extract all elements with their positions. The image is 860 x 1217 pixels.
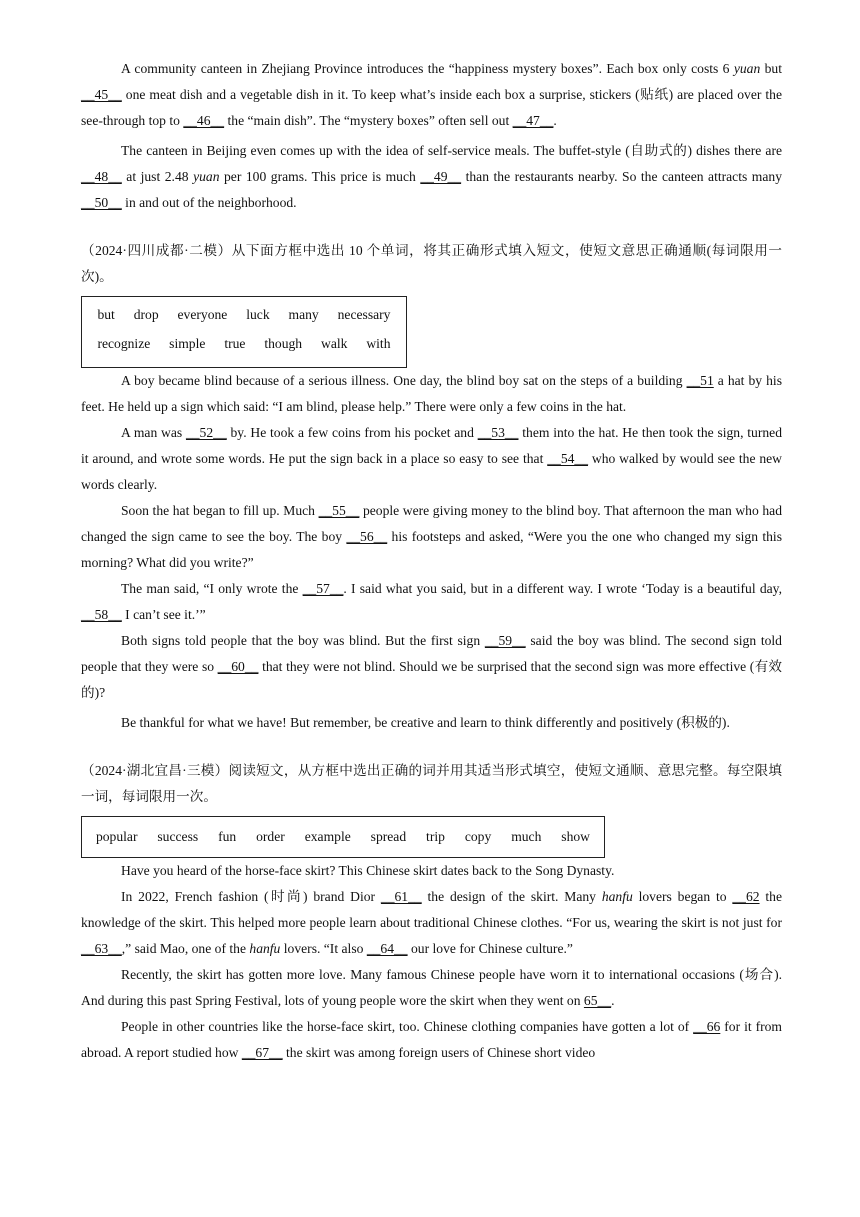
word-example: example <box>304 829 351 844</box>
paragraph-blind-6: Be thankful for what we have! But remember, be creative and learn to think differently and positively (积极的). <box>121 715 730 730</box>
word-many: many <box>288 307 319 322</box>
paragraph-blind-2: A man was __52__ by. He took a few coins from his pocket and __53__ them into the hat. He then took the sign, turned it around, and wrote some words. He put the sign back in a place so easy to see that __54__ who walked by would see the new words clearly. <box>81 425 783 492</box>
word-much: much <box>511 829 542 844</box>
blank-64[interactable]: __64__ <box>366 941 408 956</box>
word-with: with <box>366 336 391 351</box>
paragraph-blind-4: The man said, “I only wrote the __57__. I said what you said, but in a different way. I wrote ‘Today is a beautiful day, __58__ I can’t see it.’” <box>81 581 782 622</box>
document-page <box>81 56 782 1066</box>
blank-49[interactable]: __49__ <box>420 169 462 184</box>
word-walk: walk <box>321 336 348 351</box>
word-spread: spread <box>370 829 407 844</box>
word-box-row-1 <box>82 300 406 329</box>
word-trip: trip <box>426 829 445 844</box>
blank-51[interactable]: __51 <box>686 373 714 388</box>
paragraph-canteen-2: The canteen in Beijing even comes up with the idea of self-service meals. The buffet-style (自助式的) dishes there are __48__ at just 2.48 yuan per 100 grams. This price is much __49__ than the restaurants nearby. So the canteen attracts many __50__ in and out of the neighborhood. <box>81 143 782 210</box>
blank-55[interactable]: __55__ <box>318 503 360 518</box>
section-heading-yichang: （2024·湖北宜昌·三模）阅读短文，从方框中选出正确的词并用其适当形式填空，使短文通顺、意思完整。每空限填一词，每词限用一次。 <box>81 763 782 804</box>
paragraph-skirt-1: Have you heard of the horse-face skirt? This Chinese skirt dates back to the Song Dynasty. <box>121 863 615 878</box>
paragraph-blind-3: Soon the hat began to fill up. Much __55__ people were giving money to the blind boy. That afternoon the man who had changed the sign came to see the boy. The boy __56__ his footsteps and asked, “Were you the one who changed my sign this morning? What did you write?” <box>81 503 782 570</box>
blank-65[interactable]: 65__ <box>583 993 612 1008</box>
section-heading-chengdu: （2024·四川成都·二模）从下面方框中选出 10 个单词，将其正确形式填入短文，使短文意思正确通顺(每词限用一次)。 <box>81 243 782 284</box>
blank-57[interactable]: __57__ <box>302 581 344 596</box>
word-but: but <box>97 307 115 322</box>
blank-48[interactable]: __48__ <box>81 169 122 184</box>
paragraph-skirt-4: People in other countries like the horse-face skirt, too. Chinese clothing companies have gotten a lot of __66 for it from abroad. A report studied how __67__ the skirt was among foreign users of Chinese short video <box>81 1019 782 1060</box>
blank-61[interactable]: __61__ <box>380 889 422 904</box>
word-everyone: everyone <box>177 307 228 322</box>
blank-47[interactable]: __47__ <box>512 113 554 128</box>
paragraph-skirt-2: In 2022, French fashion (时尚) brand Dior __61__ the design of the skirt. Many hanfu lovers began to __62 the knowledge of the skirt. This helped more people learn about traditional Chinese clothes. “For us, wearing the skirt is not just for __63__,” said Mao, one of the hanfu lovers. “It also __64__ our love for Chinese culture.” <box>81 889 782 956</box>
blank-53[interactable]: __53__ <box>477 425 519 440</box>
word-fun: fun <box>218 829 237 844</box>
word-box-row-2 <box>82 329 406 358</box>
word-success: success <box>157 829 199 844</box>
blank-67[interactable]: __67__ <box>241 1045 283 1060</box>
word-copy: copy <box>464 829 492 844</box>
blank-62[interactable]: __62 <box>732 889 760 904</box>
paragraph-blind-5: Both signs told people that the boy was blind. But the first sign __59__ said the boy was blind. The second sign told people that they were so __60__ that they were not blind. Should we be surprised that the second sign was more effective (有效的)? <box>81 633 782 700</box>
blank-52[interactable]: __52__ <box>185 425 227 440</box>
blank-54[interactable]: __54__ <box>547 451 589 466</box>
word-necessary: necessary <box>337 307 391 322</box>
paragraph-blind-1: A boy became blind because of a serious illness. One day, the blind boy sat on the steps of a building __51 a hat by his feet. He held up a sign which said: “I am blind, please help.” There were only a few coins in the hat. <box>81 373 782 414</box>
word-drop: drop <box>133 307 159 322</box>
blank-59[interactable]: __59__ <box>484 633 526 648</box>
blank-46[interactable]: __46__ <box>183 113 225 128</box>
word-box-yichang <box>81 816 605 858</box>
word-show: show <box>561 829 590 844</box>
word-true: true <box>224 336 246 351</box>
paragraph-canteen-1: A community canteen in Zhejiang Province introduces the “happiness mystery boxes”. Each box only costs 6 yuan but __45__ one meat dish and a vegetable dish in it. To keep what’s inside each box a surprise, stickers (贴纸) are placed over the see-through top to __46__ the “main dish”. The “mystery boxes” often sell out __47__. <box>81 61 782 128</box>
word-simple: simple <box>169 336 206 351</box>
blank-56[interactable]: __56__ <box>346 529 388 544</box>
word-box-chengdu <box>81 296 407 368</box>
blank-60[interactable]: __60__ <box>217 659 259 674</box>
blank-66[interactable]: __66 <box>693 1019 721 1034</box>
word-luck: luck <box>246 307 270 322</box>
paragraph-skirt-3: Recently, the skirt has gotten more love. Many famous Chinese people have worn it to international occasions (场合). And during this past Spring Festival, lots of young people wore the skirt when they went on 65__. <box>81 967 782 1008</box>
blank-63[interactable]: __63__ <box>81 941 122 956</box>
word-order: order <box>256 829 285 844</box>
word-recognize: recognize <box>97 336 151 351</box>
word-though: though <box>264 336 303 351</box>
blank-58[interactable]: __58__ <box>81 607 122 622</box>
blank-45[interactable]: __45__ <box>81 87 122 102</box>
blank-50[interactable]: __50__ <box>81 195 122 210</box>
word-popular: popular <box>95 829 138 844</box>
